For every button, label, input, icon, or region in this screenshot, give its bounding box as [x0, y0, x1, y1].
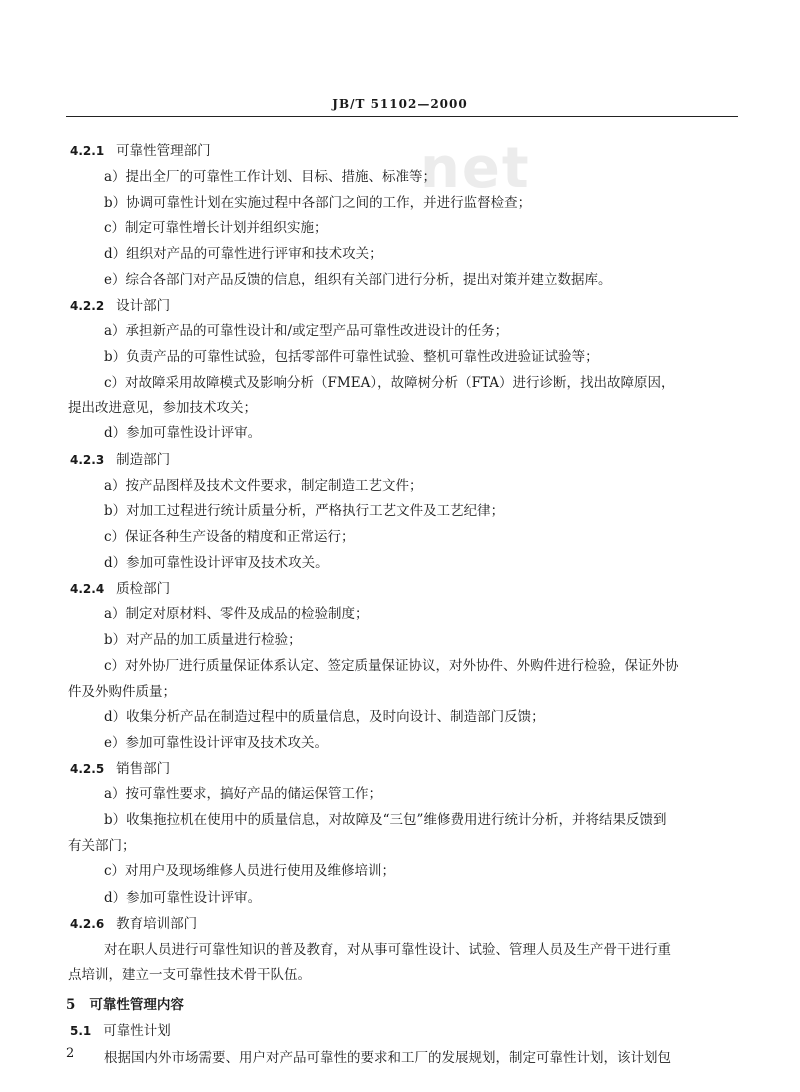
list-item: c）对外协厂进行质量保证体系认定、签定质量保证协议，对外协件、外购件进行检验，保证外协	[104, 658, 679, 674]
list-item: d）参加可靠性设计评审。	[104, 890, 262, 906]
clause-number: 4.2.6	[70, 917, 105, 931]
list-item: a）按产品图样及技术文件要求，制定制造工艺文件；	[104, 478, 423, 494]
list-item: 根据国内外市场需要、用户对产品可靠性的要求和工厂的发展规划，制定可靠性计划，该计划包	[104, 1050, 671, 1066]
list-item: a）提出全厂的可靠性工作计划、目标、措施、标准等；	[104, 169, 437, 185]
list-item: b）负责产品的可靠性试验，包括零部件可靠性试验、整机可靠性改进验证试验等；	[104, 349, 599, 365]
clause-title: 质检部门	[116, 581, 171, 597]
clause-title: 可靠性管理内容	[89, 997, 184, 1013]
list-item: b）对产品的加工质量进行检验；	[104, 632, 302, 648]
clause-title: 销售部门	[116, 761, 171, 777]
continuation-line: 有关部门；	[68, 838, 136, 854]
clause-title: 可靠性管理部门	[116, 143, 211, 159]
clause-number: 5.1	[70, 1024, 92, 1038]
list-item: 对在职人员进行可靠性知识的普及教育，对从事可靠性设计、试验、管理人员及生产骨干进行重	[104, 942, 671, 958]
header-rule	[66, 116, 738, 117]
continuation-line: 件及外购件质量；	[68, 684, 176, 700]
list-item: d）参加可靠性设计评审。	[104, 425, 262, 441]
list-item: c）保证各种生产设备的精度和正常运行；	[104, 529, 355, 545]
clause-heading	[70, 915, 197, 933]
list-item: a）按可靠性要求，搞好产品的储运保管工作；	[104, 786, 383, 802]
clause-title: 可靠性计划	[103, 1023, 171, 1039]
list-item: d）收集分析产品在制造过程中的质量信息，及时向设计、制造部门反馈；	[104, 709, 545, 725]
list-item: d）参加可靠性设计评审及技术攻关。	[104, 555, 329, 571]
clause-number: 4.2.4	[70, 582, 105, 596]
watermark: net	[420, 136, 531, 201]
page-number: 2	[66, 1046, 75, 1061]
clause-heading	[70, 1022, 171, 1040]
clause-number: 4.2.3	[70, 453, 105, 467]
list-item: c）对故障采用故障模式及影响分析（FMEA），故障树分析（FTA）进行诊断，找出故障原因，	[104, 375, 675, 391]
clause-title: 制造部门	[116, 452, 171, 468]
list-item: c）对用户及现场维修人员进行使用及维修培训；	[104, 863, 396, 879]
clause-number: 4.2.2	[70, 299, 105, 313]
continuation-line: 点培训，建立一支可靠性技术骨干队伍。	[68, 967, 311, 983]
continuation-line: 提出改进意见，参加技术攻关；	[68, 400, 257, 416]
section-heading	[66, 996, 184, 1014]
clause-heading	[70, 580, 170, 598]
standard-code-header: JB/T 51102—2000	[332, 97, 468, 111]
clause-heading	[70, 297, 170, 315]
clause-number: 4.2.5	[70, 762, 105, 776]
clause-heading	[70, 760, 170, 778]
list-item: c）制定可靠性增长计划并组织实施；	[104, 220, 328, 236]
list-item: d）组织对产品的可靠性进行评审和技术攻关；	[104, 246, 383, 262]
list-item: a）承担新产品的可靠性设计和/或定型产品可靠性改进设计的任务；	[104, 323, 509, 339]
list-item: e）综合各部门对产品反馈的信息，组织有关部门进行分析，提出对策并建立数据库。	[104, 272, 612, 288]
clause-number: 4.2.1	[70, 144, 105, 158]
clause-number: 5	[66, 997, 76, 1013]
list-item: b）收集拖拉机在使用中的质量信息，对故障及“三包”维修费用进行统计分析，并将结果反馈到	[104, 812, 667, 828]
clause-title: 设计部门	[116, 298, 171, 314]
clause-title: 教育培训部门	[116, 916, 198, 932]
list-item: b）对加工过程进行统计质量分析，严格执行工艺文件及工艺纪律；	[104, 503, 505, 519]
list-item: e）参加可靠性设计评审及技术攻关。	[104, 735, 328, 751]
list-item: b）协调可靠性计划在实施过程中各部门之间的工作，并进行监督检查；	[104, 195, 532, 211]
list-item: a）制定对原材料、零件及成品的检验制度；	[104, 606, 369, 622]
clause-heading	[70, 142, 211, 160]
clause-heading	[70, 451, 170, 469]
